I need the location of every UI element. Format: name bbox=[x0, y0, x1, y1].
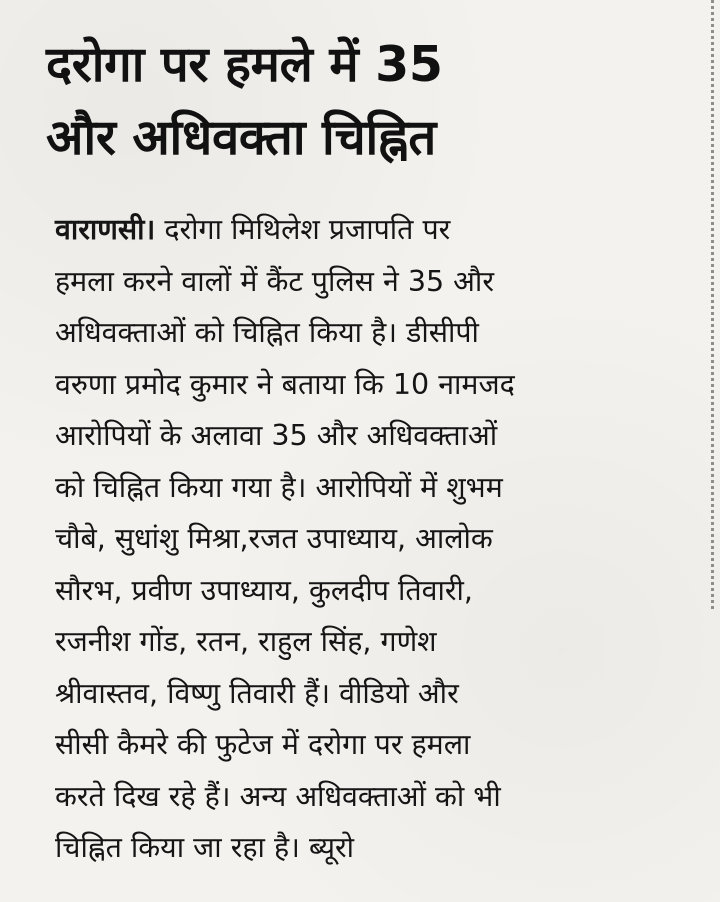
headline-line-1: दरोगा पर हमले में 35 bbox=[46, 36, 443, 93]
article-line-4: वरुणा प्रमोद कुमार ने बताया कि 10 नामजद bbox=[55, 367, 515, 401]
dateline: वाराणसी। bbox=[55, 213, 156, 246]
article-line-13: चिह्नित किया जा रहा है। ब्यूरो bbox=[55, 831, 355, 864]
headline bbox=[46, 28, 686, 174]
article-line-7: चौबे, सुधांशु मिश्रा,रजत उपाध्याय, आलोक bbox=[55, 522, 493, 555]
article-line-1 bbox=[55, 204, 695, 256]
article-line-8: सौरभ, प्रवीण उपाध्याय, कुलदीप तिवारी, bbox=[55, 573, 473, 607]
article-line-6: को चिह्नित किया गया है। आरोपियों में शुभम bbox=[55, 470, 503, 504]
article-body bbox=[55, 204, 695, 874]
article-line-9: रजनीश गोंड, रतन, राहुल सिंह, गणेश bbox=[55, 625, 437, 658]
article-line-5: आरोपियों के अलावा 35 और अधिवक्ताओं bbox=[55, 419, 498, 452]
column-divider bbox=[711, 0, 714, 610]
article-line-3: अधिवक्ताओं को चिह्नित किया है। डीसीपी bbox=[55, 316, 479, 349]
article-line-1-text: दरोगा मिथिलेश प्रजापति पर bbox=[155, 213, 451, 246]
article-line-2: हमला करने वालों में कैंट पुलिस ने 35 और bbox=[55, 264, 494, 298]
article-line-12: करते दिख रहे हैं। अन्य अधिवक्ताओं को भी bbox=[55, 779, 501, 813]
article-line-10: श्रीवास्तव, विष्णु तिवारी हैं। वीडियो और bbox=[55, 676, 459, 710]
article-line-11: सीसी कैमरे की फुटेज में दरोगा पर हमला bbox=[55, 728, 471, 761]
headline-line-2: और अधिवक्ता चिह्नित bbox=[46, 109, 436, 166]
